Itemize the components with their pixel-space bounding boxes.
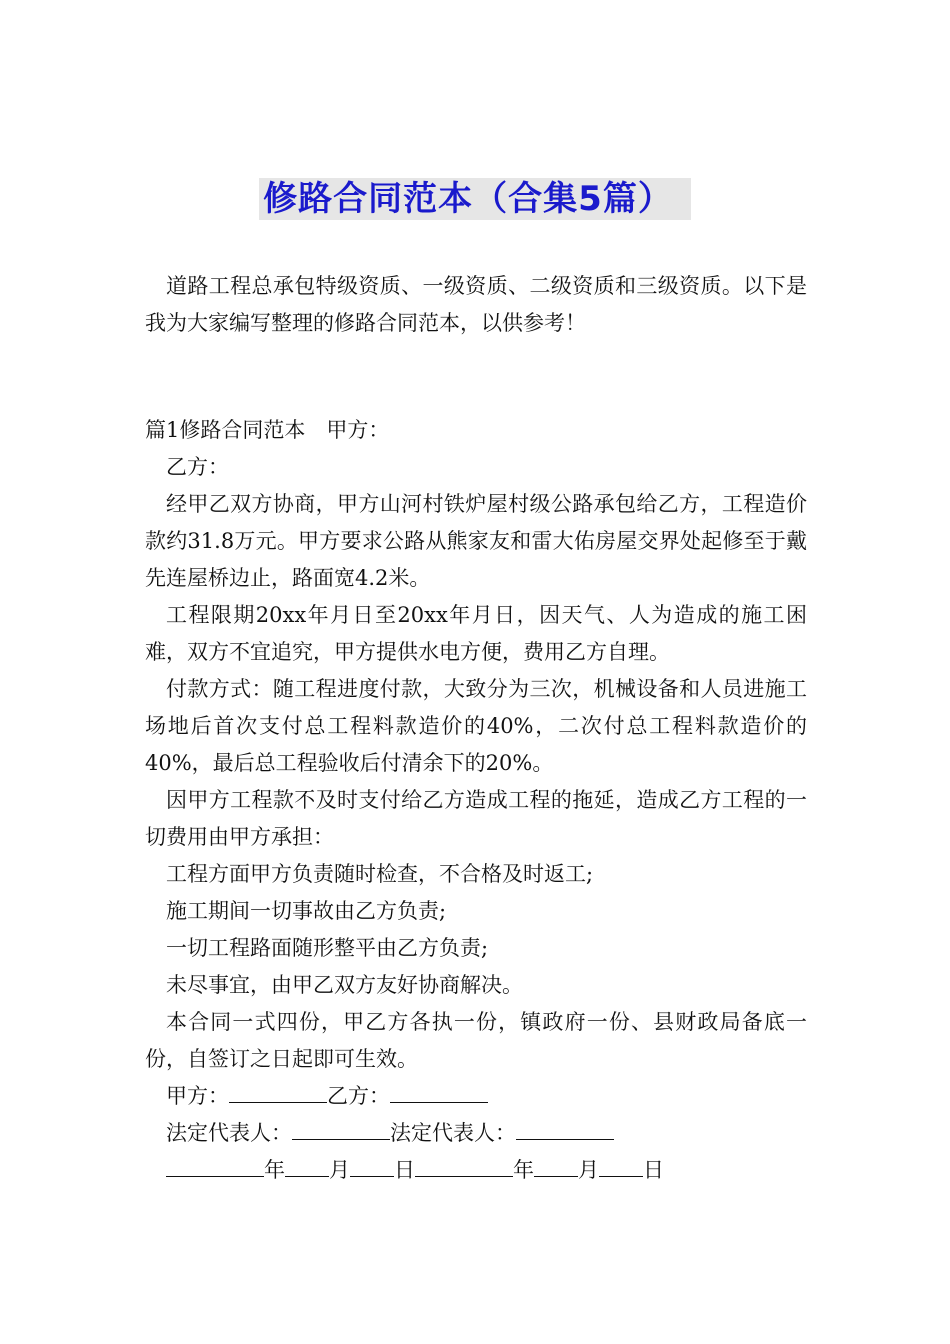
signature-parties-line xyxy=(145,1078,807,1115)
section-heading: 篇1修路合同范本 甲方： xyxy=(145,418,390,442)
paragraph-payment: 付款方式：随工程进度付款，大致分为三次，机械设备和人员进施工场地后首次支付总工程料款造价的40%，二次付总工程料款造价的40%，最后总工程验收后付清余下的20%。 xyxy=(145,677,807,775)
date-a-day-blank xyxy=(350,1154,394,1177)
document-title: 修路合同范本（合集5篇） xyxy=(259,178,691,220)
paragraph-party-b: 乙方： xyxy=(166,455,229,479)
date-b-day-blank xyxy=(599,1154,643,1177)
rep-b-label: 法定代表人： xyxy=(390,1121,516,1145)
date-b-month-blank xyxy=(534,1154,578,1177)
intro-section xyxy=(145,268,807,342)
paragraph-inspection: 工程方面甲方负责随时检查，不合格及时返工; xyxy=(166,862,594,886)
party-a-blank xyxy=(229,1080,327,1103)
date-b-year-blank xyxy=(415,1154,513,1177)
intro-paragraph: 道路工程总承包特级资质、一级资质、二级资质和三级资质。以下是我为大家编写整理的修路合同范本，以供参考！ xyxy=(145,274,807,335)
contract-body xyxy=(145,412,807,1189)
date-a-month-blank xyxy=(285,1154,329,1177)
date-b-year-label: 年 xyxy=(513,1158,534,1182)
party-b-blank xyxy=(390,1080,488,1103)
paragraph-leveling: 一切工程路面随形整平由乙方负责; xyxy=(166,936,489,960)
paragraph-copies: 本合同一式四份，甲乙方各执一份，镇政府一份、县财政局备底一份，自签订之日起即可生效。 xyxy=(145,1010,807,1071)
paragraph-negotiation: 未尽事宜，由甲乙双方友好协商解决。 xyxy=(166,973,523,997)
date-b-day-label: 日 xyxy=(643,1158,664,1182)
paragraph-delay: 因甲方工程款不及时支付给乙方造成工程的拖延，造成乙方工程的一切费用由甲方承担： xyxy=(145,788,807,849)
paragraph-term: 工程限期20xx年月日至20xx年月日，因天气、人为造成的施工困难，双方不宜追究，甲方提供水电方便，费用乙方自理。 xyxy=(145,603,807,664)
date-a-year-blank xyxy=(166,1154,264,1177)
rep-a-label: 法定代表人： xyxy=(166,1121,292,1145)
party-a-label: 甲方： xyxy=(166,1084,229,1108)
date-b-month-label: 月 xyxy=(578,1158,599,1182)
party-b-label: 乙方： xyxy=(327,1084,390,1108)
signature-date-line xyxy=(145,1152,807,1189)
date-a-year-label: 年 xyxy=(264,1158,285,1182)
rep-a-blank xyxy=(292,1117,390,1140)
date-a-day-label: 日 xyxy=(394,1158,415,1182)
rep-b-blank xyxy=(516,1117,614,1140)
paragraph-accident: 施工期间一切事故由乙方负责; xyxy=(166,899,447,923)
paragraph-agreement: 经甲乙双方协商，甲方山河村铁炉屋村级公路承包给乙方，工程造价款约31.8万元。甲方要求公路从熊家友和雷大佑房屋交界处起修至于戴先连屋桥边止，路面宽4.2米。 xyxy=(145,492,807,590)
signature-reps-line xyxy=(145,1115,807,1152)
date-a-month-label: 月 xyxy=(329,1158,350,1182)
title-container xyxy=(0,178,950,220)
